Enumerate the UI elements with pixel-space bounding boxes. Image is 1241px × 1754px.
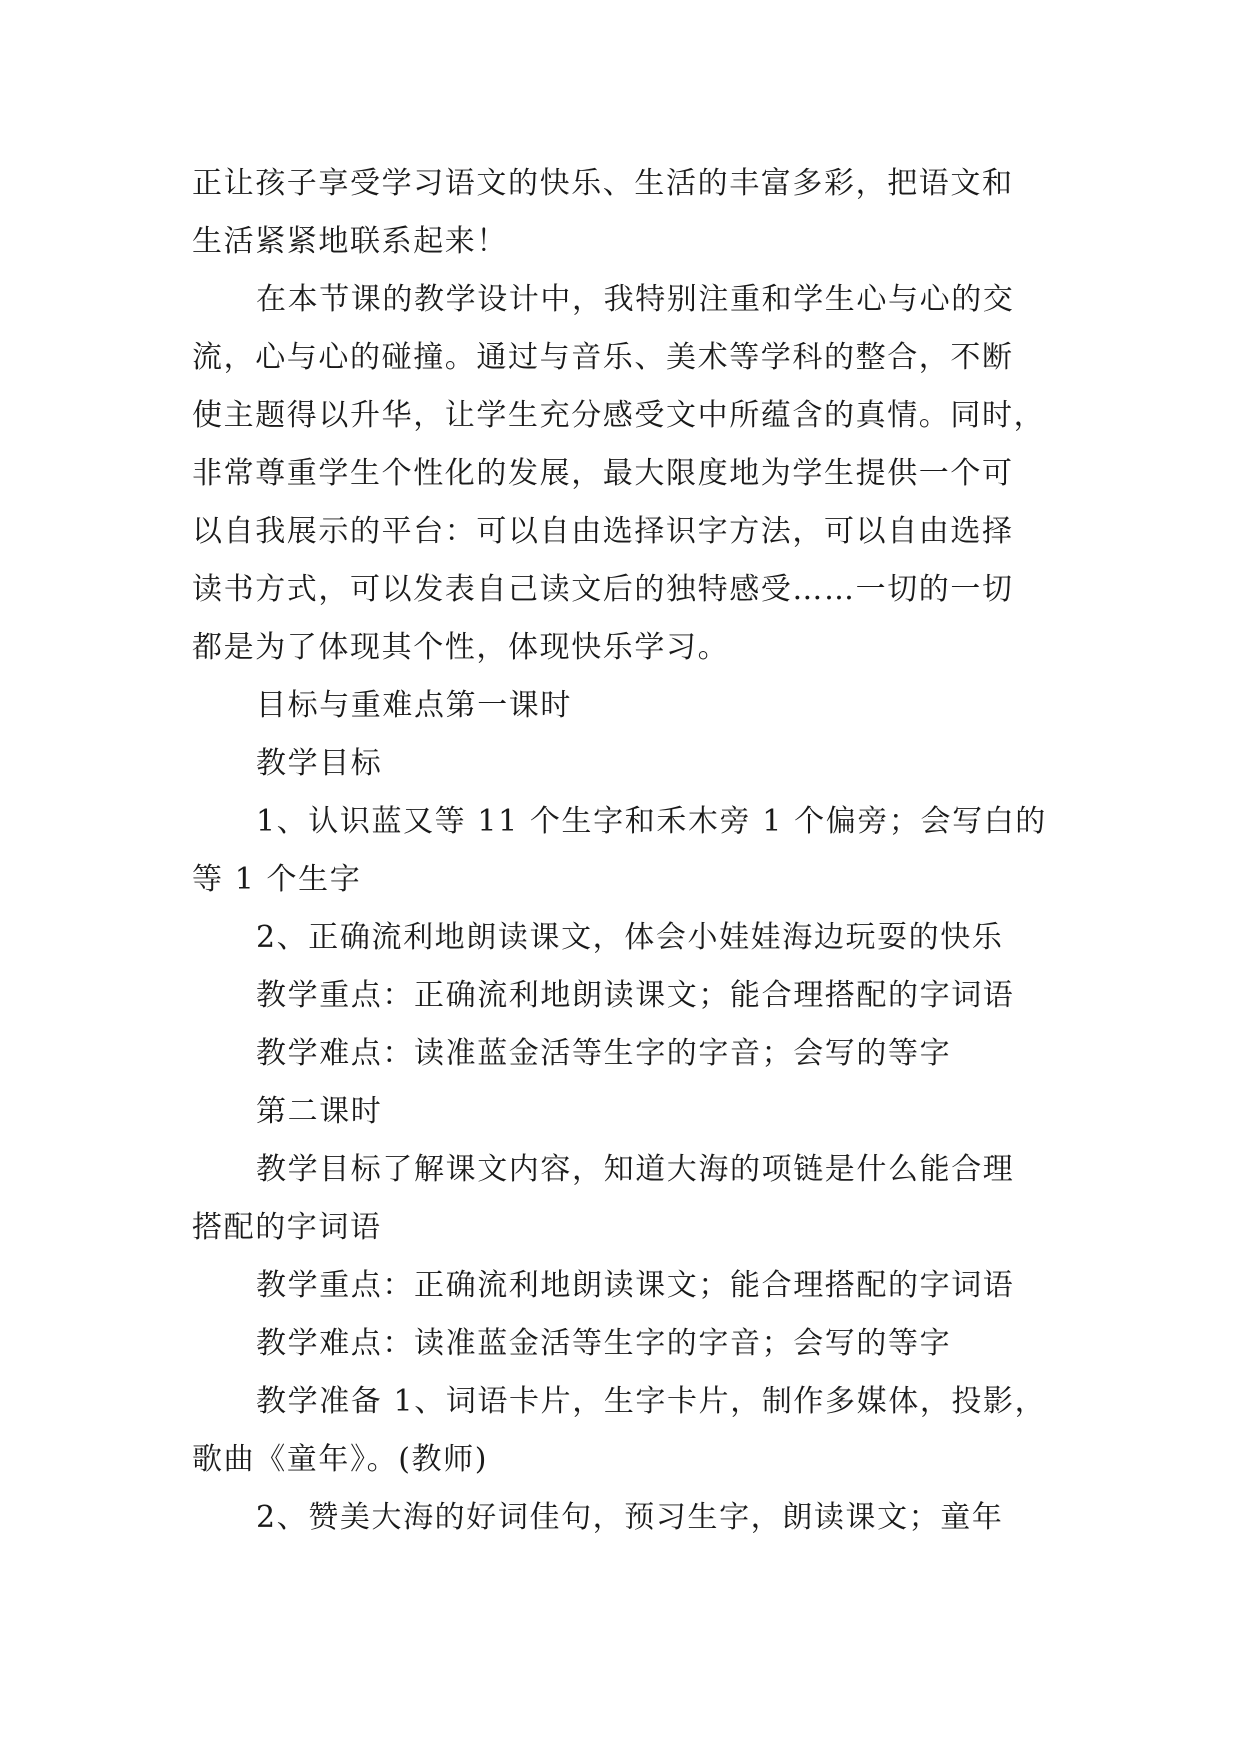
text-line: 2、赞美大海的好词佳句，预习生字，朗读课文；童年	[256, 1500, 1004, 1535]
text-line: 正让孩子享受学习语文的快乐、生活的丰富多彩，把语文和	[192, 166, 1014, 201]
text-line: 教学目标	[256, 746, 383, 781]
text-line: 教学重点：正确流利地朗读课文；能合理搭配的字词语	[256, 1268, 1015, 1303]
text-line: 1、认识蓝又等 11 个生字和禾木旁 1 个偏旁；会写白的	[256, 804, 1047, 839]
text-line: 目标与重难点第一课时	[256, 688, 572, 723]
text-line: 教学目标了解课文内容，知道大海的项链是什么能合理	[256, 1152, 1015, 1187]
document-body	[192, 155, 1060, 1547]
text-line: 使主题得以升华，让学生充分感受文中所蕴含的真情。同时，	[192, 398, 1046, 433]
text-line: 等 1 个生字	[192, 862, 362, 897]
text-line: 教学重点：正确流利地朗读课文；能合理搭配的字词语	[256, 978, 1015, 1013]
text-line: 歌曲《童年》。(教师)	[192, 1442, 489, 1477]
text-line: 生活紧紧地联系起来！	[192, 224, 508, 259]
text-line: 第二课时	[256, 1094, 383, 1129]
text-line: 非常尊重学生个性化的发展，最大限度地为学生提供一个可	[192, 456, 1014, 491]
text-line: 都是为了体现其个性，体现快乐学习。	[192, 630, 730, 665]
text-line: 读书方式，可以发表自己读文后的独特感受……一切的一切	[192, 572, 1014, 607]
text-line: 教学准备 1、词语卡片，生字卡片，制作多媒体，投影，	[256, 1384, 1047, 1419]
text-line: 流，心与心的碰撞。通过与音乐、美术等学科的整合，不断	[192, 340, 1014, 375]
text-line: 在本节课的教学设计中，我特别注重和学生心与心的交	[256, 282, 1015, 317]
text-line: 以自我展示的平台：可以自由选择识字方法，可以自由选择	[192, 514, 1014, 549]
text-line: 搭配的字词语	[192, 1210, 382, 1245]
text-line: 2、正确流利地朗读课文，体会小娃娃海边玩耍的快乐	[256, 920, 1004, 955]
text-line: 教学难点：读准蓝金活等生字的字音；会写的等字	[256, 1326, 952, 1361]
text-line: 教学难点：读准蓝金活等生字的字音；会写的等字	[256, 1036, 952, 1071]
